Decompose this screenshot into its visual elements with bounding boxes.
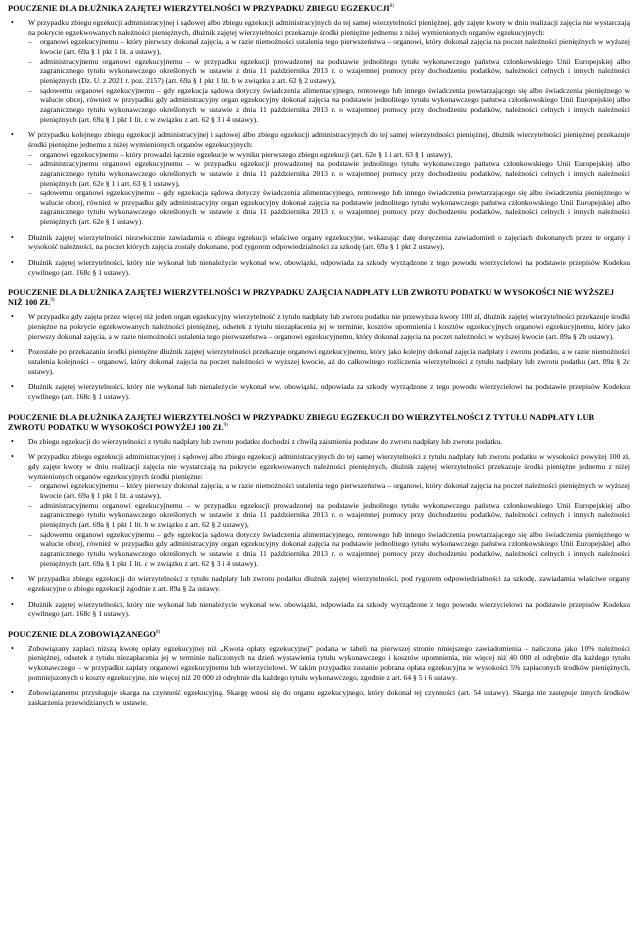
list-item: • Dłużnik zajętej wierzytelności niezwłocznie zawiadamia o zbiegu egzekucji właściwe organy egzekucyjne, wskazując datę doręczenia zawiadomień o zajęciach dokonanych przez te organy i wysokość należności, na poczet których zajęcia zostały dokonane, pod rygorem odpowiedzialności za szkodę (art. 69a § 1 pkt 2 ustawy). — [8, 233, 630, 252]
list-item: • W przypadku zbiegu egzekucji administracyjnej i sądowej albo zbiegu egzekucji administracyjnych do tej samej wierzytelności z tytułu nadpłaty lub zwrotu podatku w wysokości powyżej 100 zł, gdy zajęte kwoty w dniu realizacji zajęcia nie wystarczają na pokrycie egzekwowanych należności pieniężnych, dłużnik zajętej wierzytelności przekazuje środki pieniężne jednemu z niżej wymienionych organów egzekucyjnych środki pieniężne: – organowi egzekucyjnemu – który pierwszy dokonał zajęcia, a w razie niemożności ustalenia tego pierwszeństwa – organowi, który dokonał zajęcia na poczet należności pieniężnych w wyższej kwocie (art. 69a § 1 pkt 1 lit. a ustawy), – administracyjnemu organowi egzekucyjnemu – w przypadku egzekucji prowadzonej na podstawie jednolitego tytułu wykonawczego państwa członkowskiego Unii Europejskiej albo zagranicznego tytułu wykonawczego określonych w ustawie z dnia 11 października 2013 r. o wzajemnej pomocy przy dochodzeniu podatków, należności celnych i innych należności pieniężnych (art. 69a § 1 pkt 1 lit. b w związku z art. 62 § 2 ustawy), – sądowemu organowi egzekucyjnemu – gdy egzekucja sądowa dotyczy świadczenia alimentacyjnego, rentowego lub innego świadczenia powtarzającego się albo świadczenia pieniężnego w walucie obcej, również w przypadku gdy administracyjny organ egzekucyjny dokonał zajęcia na podstawie jednolitego tytułu wykonawczego państwa członkowskiego Unii Europejskiej albo zagranicznego tytułu wykonawczego określonych w ustawie z dnia 11 października 2013 r. o wzajemnej pomocy przy dochodzeniu podatków, należności celnych i innych należności pieniężnych (art. 69a § 1 pkt 1 lit. c w związku z art. 62 § 3 i 4 ustawy). — [8, 452, 630, 568]
sub-list-item: – administracyjnemu organowi egzekucyjnemu – w przypadku egzekucji prowadzonej na podstawie jednolitego tytułu wykonawczego państwa członkowskiego Unii Europejskiej albo zagranicznego tytułu wykonawczego określonych w ustawie z dnia 11 października 2013 r. o wzajemnej pomocy przy dochodzeniu podatków, należności celnych i innych należności pieniężnych (art. 62e § 1 i art. 63 § 1 ustawy), — [28, 159, 630, 188]
sub-list-item: – organowi egzekucyjnemu – który prowadzi łącznie egzekucje w wyniku pierwszego zbiegu egzekucji (art. 62e § 1 i art. 63 § 1 ustawy), — [28, 150, 630, 160]
sub-list-item: – sądowemu organowi egzekucyjnemu – gdy egzekucja sądowa dotyczy świadczenia alimentacyjnego, rentowego lub innego świadczenia powtarzającego się albo świadczenia pieniężnego w walucie obcej, również w przypadku gdy administracyjny organ egzekucyjny dokonał zajęcia na podstawie jednolitego tytułu wykonawczego państwa członkowskiego Unii Europejskiej albo zagranicznego tytułu wykonawczego określonych w ustawie z dnia 11 października 2013 r. o wzajemnej pomocy przy dochodzeniu podatków, należności celnych i innych należności pieniężnych (art. 69a § 1 pkt 1 lit. c w związku z art. 62 § 3 i 4 ustawy). — [28, 530, 630, 569]
sub-list-item: – organowi egzekucyjnemu – który pierwszy dokonał zajęcia, a w razie niemożności ustalenia tego pierwszeństwa – organowi, który dokonał zajęcia na poczet należności pieniężnych w wyższej kwocie (art. 69a § 1 pkt 1 lit. a ustawy), — [28, 37, 630, 56]
footnote-ref: 8) — [389, 4, 394, 10]
sub-list-item: – administracyjnemu organowi egzekucyjnemu – w przypadku egzekucji prowadzonej na podstawie jednolitego tytułu wykonawczego państwa członkowskiego Unii Europejskiej albo zagranicznego tytułu wykonawczego określonych w ustawie z dnia 11 października 2013 r. o wzajemnej pomocy przy dochodzeniu podatków, należności celnych i innych należności pieniężnych (Dz. U. z 2021 r. poz. 2157) (art. 69a § 1 pkt 1 lit. b w związku z art. 62 § 2 ustawy), — [28, 57, 630, 86]
section-3-list — [8, 437, 630, 619]
list-item: • Dłużnik zajętej wierzytelności, który nie wykonał lub nienależycie wykonał ww. obowiązki, odpowiada za szkody wyrządzone z tego powodu wierzycielowi na podstawie przepisów Kodeksu cywilnego (art. 168c § 1 ustawy). — [8, 258, 630, 277]
list-item: • W przypadku zbiegu egzekucji do wierzytelności z tytułu nadpłaty lub zwrotu podatku dłużnik zajętej wierzytelności, pod rygorem odpowiedzialności za szkodę, zawiadamia właściwe organy egzekucyjne o zbiegu egzekucji zgodnie z art. 89a § 2a ustawy. — [8, 574, 630, 593]
list-item: • Pozostałe po przekazaniu środki pieniężne dłużnik zajętej wierzytelności przekazuje organowi egzekucyjnemu, który jako kolejny dokonał zajęcia nadpłaty i zwrotu podatku, a w razie niemożności ustalenia kolejności – organowi, który dokonał zajęcia na poczet należności w wyższej kwocie, aż do całkowitego rozliczenia wierzytelności z tytułu nadpłaty lub zwrotu podatku (art. 89a § 2c ustawy). — [8, 347, 630, 376]
list-item: • Zobowiązanemu przysługuje skarga na czynność egzekucyjną. Skargę wnosi się do organu egzekucyjnego, który dokonał tej czynności (art. 54 ustawy). Skarga nie zastępuje innych środków zaskarżenia przewidzianych w ustawie. — [8, 688, 630, 707]
sub-list-item: – sądowemu organowi egzekucyjnemu – gdy egzekucja sądowa dotyczy świadczenia alimentacyjnego, rentowego lub innego świadczenia powtarzającego się albo świadczenia pieniężnego w walucie obcej, również w przypadku gdy administracyjny organ egzekucyjny dokonał zajęcia na podstawie jednolitego tytułu wykonawczego państwa członkowskiego Unii Europejskiej albo zagranicznego tytułu wykonawczego określonych w ustawie z dnia 11 października 2013 r. o wzajemnej pomocy przy dochodzeniu podatków, należności celnych i innych należności pieniężnych (art. 62e § 1 ustawy). — [28, 188, 630, 227]
list-item: • Do zbiegu egzekucji do wierzytelności z tytułu nadpłaty lub zwrotu podatku dochodzi z chwilą zaistnienia podstaw do zwrotu nadpłaty lub zwrotu podatku. — [8, 437, 630, 447]
section-title-zbieg-egzekucji: POUCZENIE DLA DŁUŻNIKA ZAJĘTEJ WIERZYTELNOŚCI W PRZYPADKU ZBIEGU EGZEKUCJI$^{8)}$ — [8, 4, 394, 13]
footnote-ref: 8) — [156, 630, 161, 636]
section-4-list — [8, 644, 630, 708]
sub-list — [28, 481, 630, 568]
list-item: • Dłużnik zajętej wierzytelności, który nie wykonał lub nienależycie wykonał ww. obowiązki, odpowiada za szkody wyrządzone z tego powodu wierzycielowi na podstawie przepisów Kodeksu cywilnego (art. 168c § 1 ustawy). — [8, 600, 630, 619]
list-item: • W przypadku kolejnego zbiegu egzekucji administracyjnej i sądowej albo zbiegu egzekucji administracyjnych do tej samej wierzytelności pieniężnej, dłużnik wierzytelności pieniężnej przekazuje środki pieniężne jednemu z niżej wymienionych organów egzekucyjnych: – organowi egzekucyjnemu – który prowadzi łącznie egzekucje w wyniku pierwszego zbiegu egzekucji (art. 62e § 1 i art. 63 § 1 ustawy), – administracyjnemu organowi egzekucyjnemu – w przypadku egzekucji prowadzonej na podstawie jednolitego tytułu wykonawczego państwa członkowskiego Unii Europejskiej albo zagranicznego tytułu wykonawczego określonych w ustawie z dnia 11 października 2013 r. o wzajemnej pomocy przy dochodzeniu podatków, należności celnych i innych należności pieniężnych (art. 62e § 1 i art. 63 § 1 ustawy), – sądowemu organowi egzekucyjnemu – gdy egzekucja sądowa dotyczy świadczenia alimentacyjnego, rentowego lub innego świadczenia powtarzającego się albo świadczenia pieniężnego w walucie obcej, również w przypadku gdy administracyjny organ egzekucyjny dokonał zajęcia na podstawie jednolitego tytułu wykonawczego państwa członkowskiego Unii Europejskiej albo zagranicznego tytułu wykonawczego określonych w ustawie z dnia 11 października 2013 r. o wzajemnej pomocy przy dochodzeniu podatków, należności celnych i innych należności pieniężnych (art. 62e § 1 ustawy). — [8, 130, 630, 227]
list-item: • Dłużnik zajętej wierzytelności, który nie wykonał lub nienależycie wykonał ww. obowiązki, odpowiada za szkody wyrządzone z tego powodu wierzycielowi na podstawie przepisów Kodeksu cywilnego (art. 168c § 1 ustawy). — [8, 382, 630, 401]
section-title-nadplata-powyzej-100: POUCZENIE DLA DŁUŻNIKA ZAJĘTEJ WIERZYTELNOŚCI W PRZYPADKU ZBIEGU EGZEKUCJI DO WIERZYTELNOŚCI Z TYTUŁU NADPŁATY LUB ZWROTU PODATKU W WYSOKOŚCI POWYŻEJ 100 ZŁ$^{9)}$ — [8, 412, 594, 432]
sub-list-item: – sądowemu organowi egzekucyjnemu – gdy egzekucja sądowa dotyczy świadczenia alimentacyjnego, rentowego lub innego świadczenia powtarzającego się albo świadczenia pieniężnego w walucie obcej, również w przypadku gdy administracyjny organ egzekucyjny dokonał zajęcia na podstawie jednolitego tytułu wykonawczego państwa członkowskiego Unii Europejskiej albo zagranicznego tytułu wykonawczego określonych w ustawie z dnia 11 października 2013 r. o wzajemnej pomocy przy dochodzeniu podatków, należności celnych i innych należności pieniężnych (art. 69a § 1 pkt 1 lit. c w związku z art. 62 § 3 i 4 ustawy). — [28, 86, 630, 125]
list-item: • W przypadku zbiegu egzekucji administracyjnej i sądowej albo zbiegu egzekucji administracyjnych do tej samej wierzytelności pieniężnej, gdy zajęte kwoty w dniu realizacji zajęcia nie wystarczają na pokrycie egzekwowanych należności pieniężnych, dłużnik zajętej wierzytelności przekazuje środki pieniężne jednemu z niżej wymienionych organów egzekucyjnych: – organowi egzekucyjnemu – który pierwszy dokonał zajęcia, a w razie niemożności ustalenia tego pierwszeństwa – organowi, który dokonał zajęcia na poczet należności pieniężnych w wyższej kwocie (art. 69a § 1 pkt 1 lit. a ustawy), – administracyjnemu organowi egzekucyjnemu – w przypadku egzekucji prowadzonej na podstawie jednolitego tytułu wykonawczego państwa członkowskiego Unii Europejskiej albo zagranicznego tytułu wykonawczego określonych w ustawie z dnia 11 października 2013 r. o wzajemnej pomocy przy dochodzeniu podatków, należności celnych i innych należności pieniężnych (Dz. U. z 2021 r. poz. 2157) (art. 69a § 1 pkt 1 lit. b w związku z art. 62 § 2 ustawy), – sądowemu organowi egzekucyjnemu – gdy egzekucja sądowa dotyczy świadczenia alimentacyjnego, rentowego lub innego świadczenia powtarzającego się albo świadczenia pieniężnego w walucie obcej, również w przypadku gdy administracyjny organ egzekucyjny dokonał zajęcia na podstawie jednolitego tytułu wykonawczego państwa członkowskiego Unii Europejskiej albo zagranicznego tytułu wykonawczego określonych w ustawie z dnia 11 października 2013 r. o wzajemnej pomocy przy dochodzeniu podatków, należności celnych i innych należności pieniężnych (art. 69a § 1 pkt 1 lit. c w związku z art. 62 § 3 i 4 ustawy). — [8, 18, 630, 124]
section-2-list — [8, 312, 630, 401]
sub-list-item: – administracyjnemu organowi egzekucyjnemu – w przypadku egzekucji prowadzonej na podstawie jednolitego tytułu wykonawczego państwa członkowskiego Unii Europejskiej albo zagranicznego tytułu wykonawczego określonych w ustawie z dnia 11 października 2013 r. o wzajemnej pomocy przy dochodzeniu podatków, należności celnych i innych należności pieniężnych (art. 69a § 1 pkt 1 lit. b w związku z art. 62 § 2 ustawy), — [28, 501, 630, 530]
sub-list-item: – organowi egzekucyjnemu – który pierwszy dokonał zajęcia, a w razie niemożności ustalenia tego pierwszeństwa – organowi, który dokonał zajęcia na poczet należności pieniężnych w wyższej kwocie (art. 69a § 1 pkt 1 lit. a ustawy), — [28, 481, 630, 500]
section-1-list — [8, 18, 630, 277]
sub-list — [28, 150, 630, 227]
footnote-ref: 9) — [223, 422, 228, 428]
section-title-zobowiazany: POUCZENIE DLA ZOBOWIĄZANEGO$^{8)}$ — [8, 629, 161, 639]
list-item: • W przypadku gdy zajęta przez więcej niż jeden organ egzekucyjny wierzytelność z tytułu nadpłaty lub zwrotu podatku nie przewyższa kwoty 100 zł, dłużnik zajętej wierzytelności przekazuje środki pieniężne na pokrycie egzekwowanych należności pieniężnej, odsetek z tytułu niezapłacenia jej w terminie, kosztów upomnienia i kosztów egzekucyjnych organowi egzekucyjnemu, który jako pierwszy dokonał zajęcia, a w razie niemożności ustalenia tego pierwszeństwa – organowi egzekucyjnemu, który dokonał zajęcia na poczet należności w wyższej kwocie (art. 89a § 2b ustawy). — [8, 312, 630, 341]
list-item: • Zobowiązany zapłaci niższą kwotę opłaty egzekucyjnej niż „Kwota opłaty egzekucyjnej” podana w tabeli na pierwszej stronie niniejszego zawiadomienia – naliczona jako 10% należności pieniężnej, odsetek z tytułu niezapłacenia jej w terminie naliczonych na dzień wystawienia tytułu wykonawczego i kosztów upomnienia, nie więcej niż 40 000 zł odrębnie dla każdego tytułu wykonawczego – w przypadku zapłaty organowi egzekucyjnemu lub wierzycielowi. W takim przypadku zostanie pobrana opłata egzekucyjna w wysokości 5% zapłaconych środków pieniężnych, pomniejszonych o koszty egzekucyjne, nie więcej niż 20 000 zł odrębnie dla każdego tytułu wykonawczego, zgodnie z art. 64 § 5 i 6 ustawy. — [8, 644, 630, 683]
sub-list — [28, 37, 630, 124]
footnote-ref: 9) — [50, 298, 55, 304]
section-title-nadplata-do-100: POUCZENIE DLA DŁUŻNIKA ZAJĘTEJ WIERZYTELNOŚCI W PRZYPADKU ZAJĘCIA NADPŁATY LUB ZWROTU PODATKU W WYSOKOŚCI NIE WYŻSZEJ NIŻ 100 ZŁ$^{9)}$ — [8, 288, 615, 308]
